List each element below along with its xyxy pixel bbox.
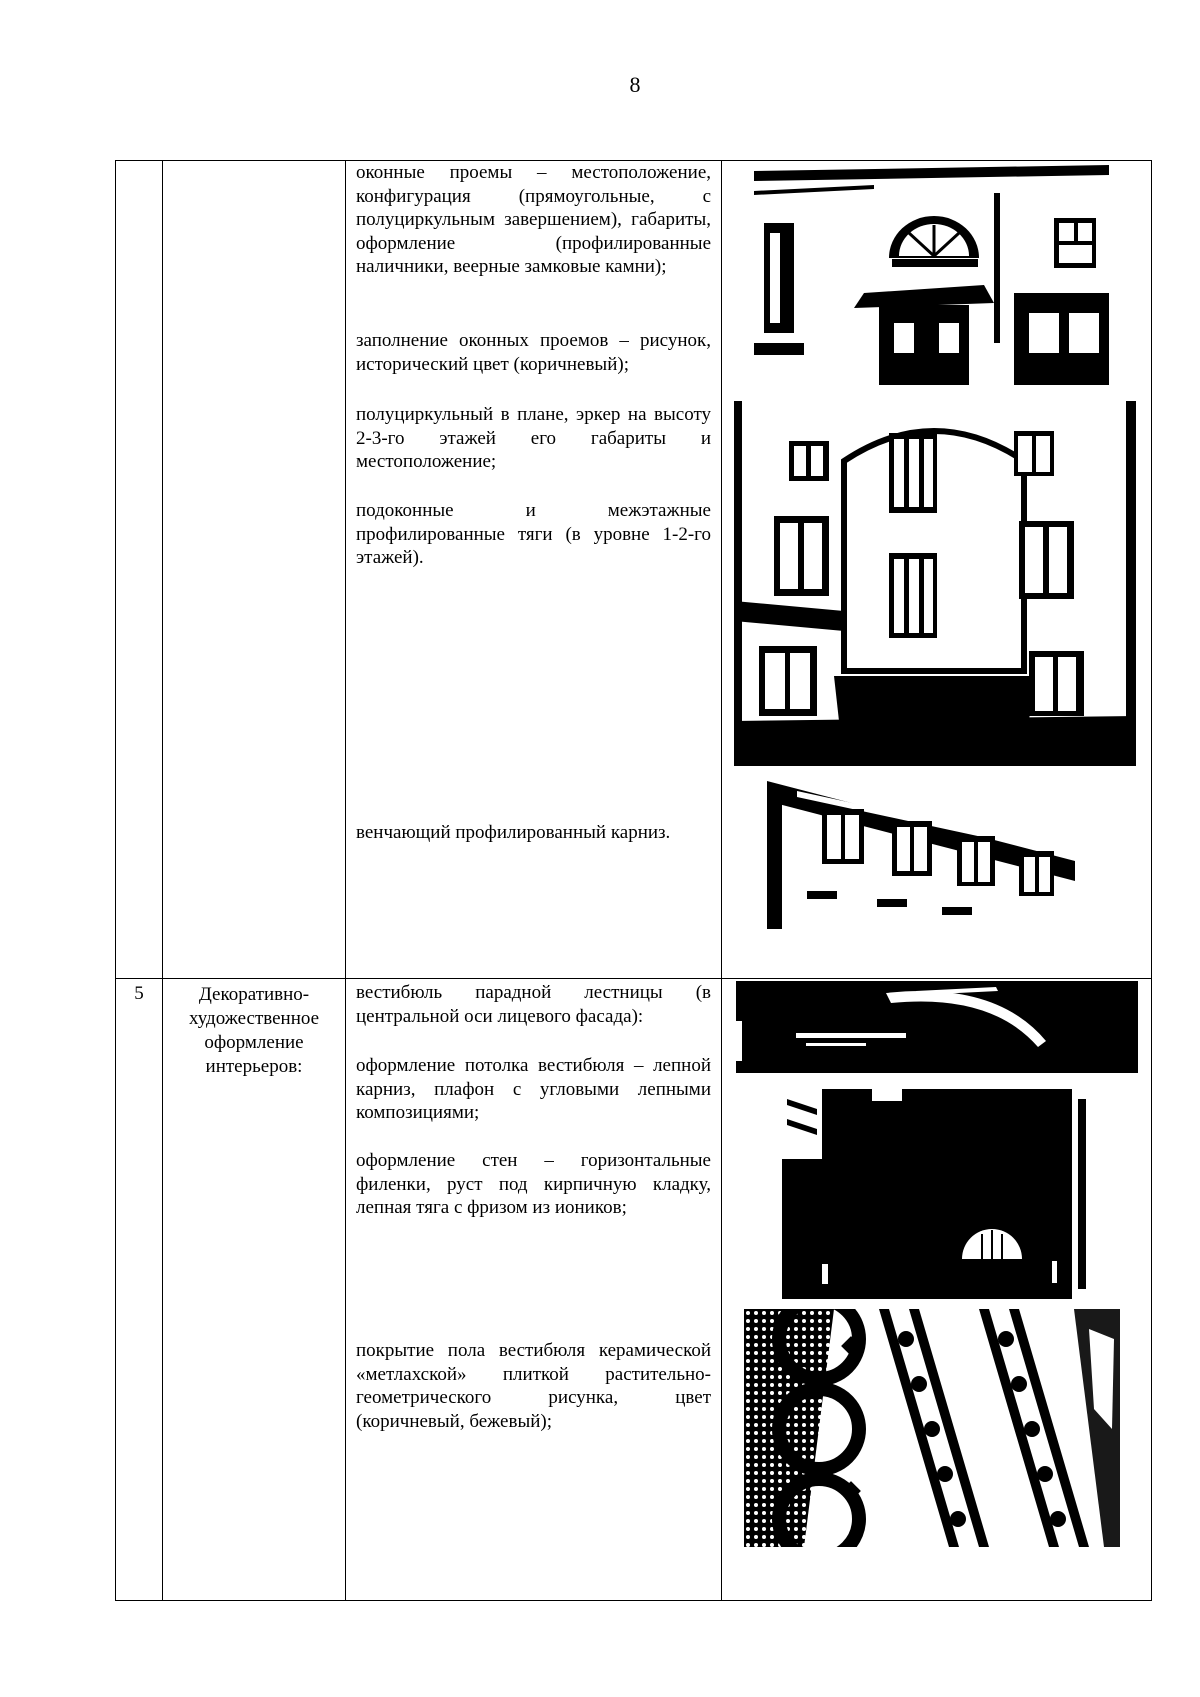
paragraph-crowning-cornice: венчающий профилированный карниз. — [356, 822, 671, 843]
paragraph-bay-window: полуциркульный в плане, эркер на высоту 2-3-го этажей его габариты и местоположение; — [356, 404, 711, 472]
paragraph-ceiling: оформление потолка вестибюля – лепной карниз, плафон с угловыми лепными композициями; — [356, 1055, 711, 1123]
description-cell — [346, 979, 722, 1601]
bay-window-facade-photo — [734, 401, 1136, 766]
table-row — [116, 979, 1152, 1601]
photo-cell — [722, 161, 1152, 979]
object-features-table — [115, 160, 1152, 1601]
ceiling-cornice-photo — [736, 981, 1138, 1073]
row-name-cell: Декоративно-художественное оформление интерьеров: — [163, 979, 346, 1601]
paragraph-window-openings: оконные проемы – местоположение, конфигурация (прямоугольные, с полуциркульным завершением), габариты, оформление (профилированные наличники, веерные замковые камни); — [356, 162, 711, 277]
row-number-cell — [116, 161, 163, 979]
photo-cell — [722, 979, 1152, 1601]
paragraph-window-fill: заполнение оконных проемов – рисунок, исторический цвет (коричневый); — [356, 330, 711, 375]
description-cell — [346, 161, 722, 979]
metlakh-tile-floor-photo — [744, 1309, 1120, 1547]
facade-entrance-photo — [754, 163, 1109, 385]
row-number-cell: 5 — [116, 979, 163, 1601]
vestibule-wall-photo — [782, 1089, 1092, 1299]
row-name-cell — [163, 161, 346, 979]
cornice-facade-photo — [767, 781, 1075, 929]
paragraph-walls: оформление стен – горизонтальные филенки, руст под кирпичную кладку, лепная тяга с фризом из иоников; — [356, 1150, 711, 1218]
page-number: 8 — [629, 72, 641, 97]
table-row — [116, 161, 1152, 979]
paragraph-vestibule: вестибюль парадной лестницы (в центральной оси лицевого фасада): — [356, 982, 711, 1027]
paragraph-cornice-belts: подоконные и межэтажные профилированные тяги (в уровне 1-2-го этажей). — [356, 500, 711, 568]
paragraph-floor: покрытие пола вестибюля керамической «метлахской» плиткой растительно-геометрического рисунка, цвет (коричневый, бежевый); — [356, 1340, 711, 1432]
